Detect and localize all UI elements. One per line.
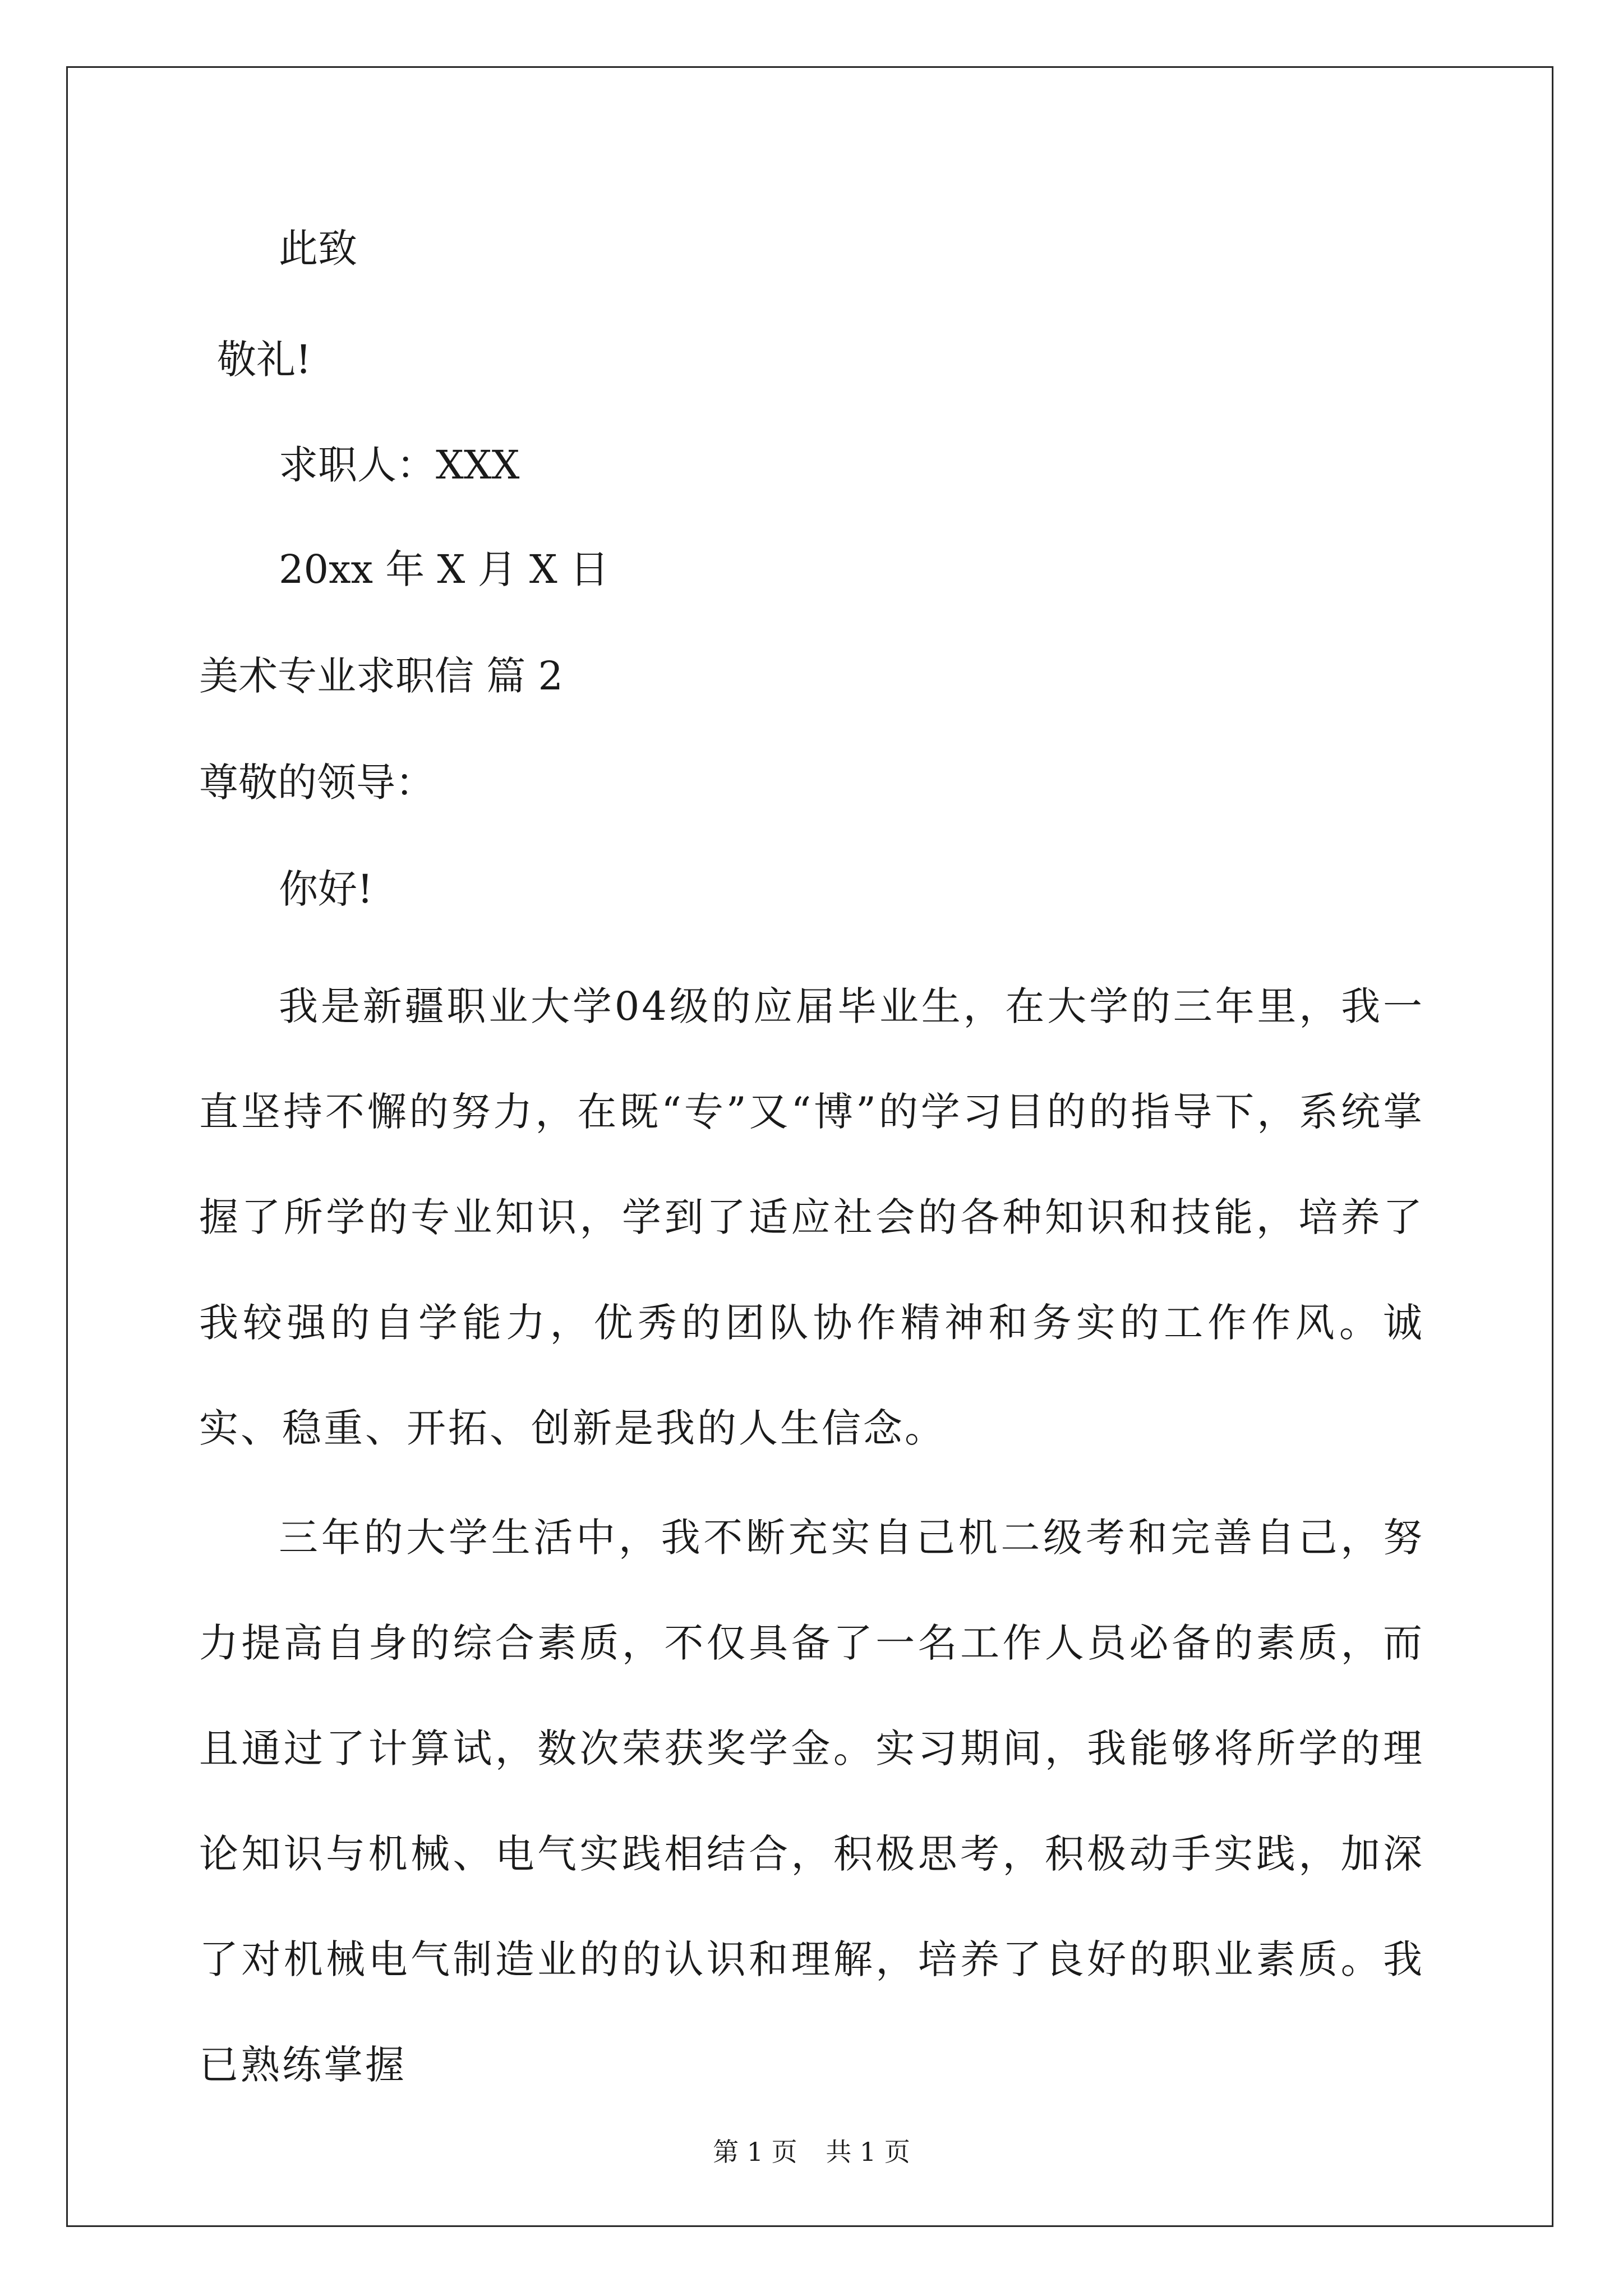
- page-number: 第 1 页: [713, 2137, 797, 2167]
- applicant-signature: 求职人：XXX: [279, 442, 520, 488]
- section-title: 美术专业求职信 篇 2: [199, 653, 564, 699]
- page-count: 共 1 页: [826, 2137, 910, 2167]
- salutation: 尊敬的领导：: [199, 760, 435, 806]
- closing-salute: 敬礼!: [217, 337, 312, 383]
- greeting: 你好!: [279, 866, 374, 912]
- letter-date: 20xx 年 X 月 X 日: [279, 546, 609, 592]
- body-paragraph: 我是新疆职业大学04级的应届毕业生，在大学的三年里，我一直坚持不懈的努力，在既“专”又“博”的学习目的的指导下，系统掌握了所学的专业知识，学到了适应社会的各种知识和技能，培养了我较强的自学能力，优秀的团队协作精神和务实的工作作风。诚实、稳重、开拓、创新是我的人生信念。: [199, 983, 1424, 1451]
- body-paragraph: 三年的大学生活中，我不断充实自己机二级考和完善自己，努力提高自身的综合素质，不仅具备了一名工作人员必备的素质，而且通过了计算试，数次荣获奖学金。实习期间，我能够将所学的理论知识与机械、电气实践相结合，积极思考，积极动手实践，加深了对机械电气制造业的的认识和理解，培养了良好的职业素质。我已熟练掌握: [199, 1515, 1424, 2088]
- closing-line: 此致: [279, 226, 357, 272]
- page-footer: [0, 2132, 1623, 2169]
